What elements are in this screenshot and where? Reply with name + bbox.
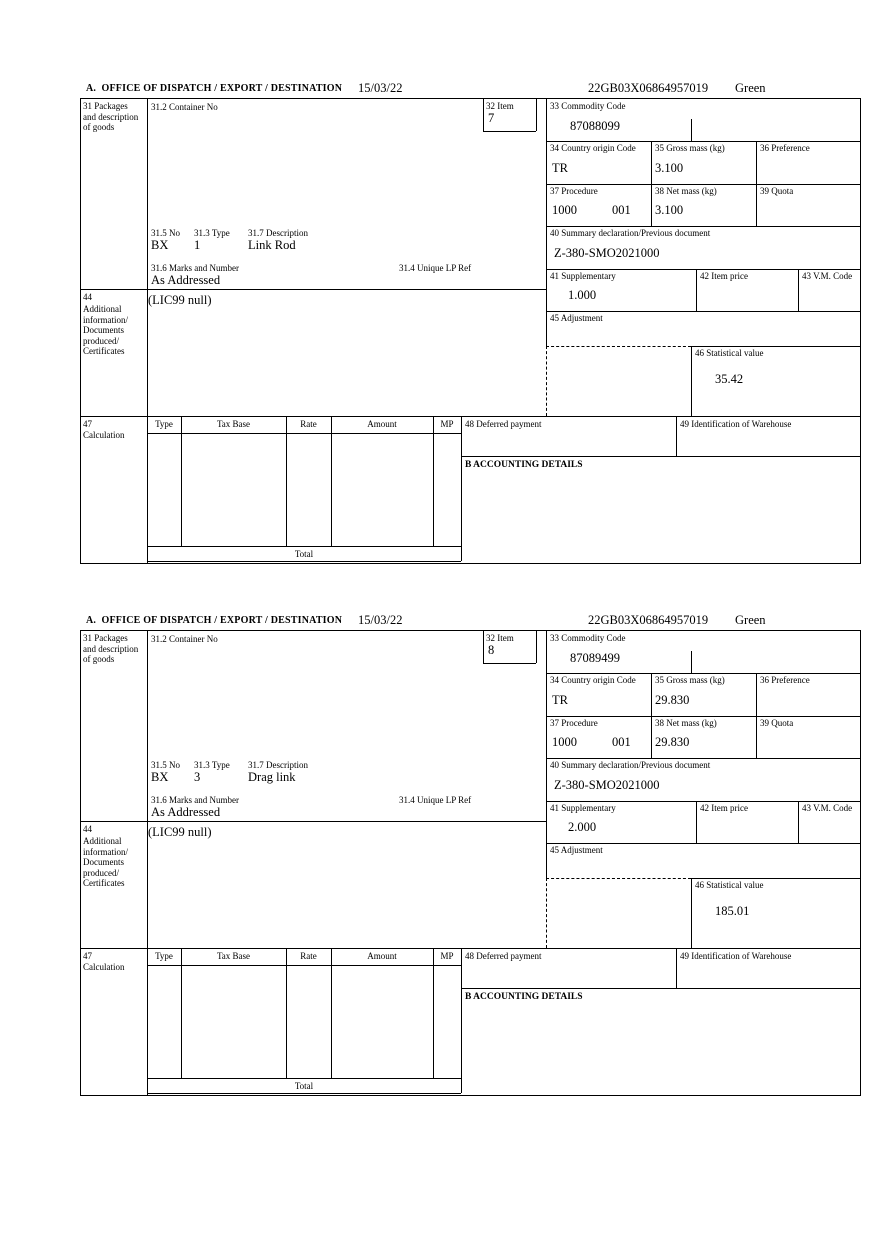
grid-line [546, 226, 861, 227]
procedure-value: 1000 [552, 203, 577, 217]
box31-6-label: 31.6 Marks and Number [151, 263, 239, 273]
box31-3-label: 31.3 Type [194, 760, 230, 770]
grid-line [483, 131, 536, 132]
grid-line [691, 878, 861, 879]
grid-line [286, 948, 287, 1078]
calc-column-mp: MP [440, 419, 454, 429]
supplementary-units-value: 2.000 [568, 820, 597, 834]
box44-label-number: 44 [83, 292, 92, 302]
box40-label: 40 Summary declaration/Previous document [550, 228, 711, 238]
additional-information-value: (LIC99 null) [148, 825, 212, 839]
grid-line [798, 269, 799, 311]
grid-line [691, 346, 861, 347]
grid-line [798, 801, 799, 843]
box33-label: 33 Commodity Code [550, 101, 626, 111]
grid-line [147, 965, 461, 966]
statistical-value: 35.42 [715, 372, 744, 386]
grid-line [81, 289, 546, 290]
movement-reference: 22GB03X06864957019 [588, 613, 709, 627]
commodity-code-value: 87089499 [570, 651, 620, 665]
box47-label-number: 47 [83, 951, 92, 961]
declaration-grid [80, 630, 861, 1096]
marks-and-numbers-value: As Addressed [151, 273, 221, 287]
declaration-grid [80, 98, 861, 564]
item-number-value: 7 [488, 111, 495, 125]
grid-line [147, 546, 461, 547]
box46-label: 46 Statistical value [695, 880, 764, 890]
gross-mass-value: 3.100 [655, 161, 684, 175]
section-header [80, 612, 861, 630]
box47-label-text: Calculation [83, 430, 125, 440]
calc-column-rate: Rate [300, 951, 317, 961]
box31-label: 31 Packages and description of goods [83, 101, 139, 132]
grid-line [691, 119, 692, 141]
box35-label: 35 Gross mass (kg) [655, 143, 725, 153]
box38-label: 38 Net mass (kg) [655, 718, 717, 728]
grid-line [536, 99, 537, 131]
box35-label: 35 Gross mass (kg) [655, 675, 725, 685]
box38-label: 38 Net mass (kg) [655, 186, 717, 196]
box44-label-text: Additional information/ Documents produced/ Certificates [83, 304, 128, 356]
box45-label: 45 Adjustment [550, 313, 603, 323]
grid-line [483, 99, 484, 131]
section-header [80, 80, 861, 98]
box49-label: 49 Identification of Warehouse [680, 419, 792, 429]
grid-line [147, 631, 148, 1096]
box31-5-label: 31.5 No [151, 760, 180, 770]
box39-label: 39 Quota [760, 186, 794, 196]
grid-line [546, 99, 547, 346]
accounting-details-label: B ACCOUNTING DETAILS [465, 992, 583, 1002]
packages-number-value: BX [151, 238, 169, 252]
grid-line [676, 416, 677, 456]
box31-2-label: 31.2 Container No [151, 102, 218, 112]
grid-line [181, 948, 182, 1078]
movement-reference: 22GB03X06864957019 [588, 81, 709, 95]
office-of-dispatch-label: A. OFFICE OF DISPATCH / EXPORT / DESTINATION [86, 615, 343, 626]
box33-label: 33 Commodity Code [550, 633, 626, 643]
grid-line [286, 416, 287, 546]
box43-label: 43 V.M. Code [802, 271, 853, 281]
box47-label-text: Calculation [83, 962, 125, 972]
grid-line [546, 631, 547, 878]
box31-3-label: 31.3 Type [194, 228, 230, 238]
box48-label: 48 Deferred payment [465, 951, 542, 961]
box47-label-number: 47 [83, 419, 92, 429]
gross-mass-value: 29.830 [655, 693, 690, 707]
grid-line [546, 673, 861, 674]
grid-line [546, 758, 861, 759]
grid-line [147, 433, 461, 434]
grid-line [147, 1078, 461, 1079]
dispatch-date: 15/03/22 [358, 81, 403, 95]
box49-label: 49 Identification of Warehouse [680, 951, 792, 961]
previous-document-value: Z-380-SMO2021000 [554, 778, 660, 792]
grid-line [147, 1093, 461, 1094]
office-of-dispatch-label: A. OFFICE OF DISPATCH / EXPORT / DESTINATION [86, 83, 343, 94]
routing-status: Green [735, 81, 766, 95]
grid-line [546, 141, 861, 142]
grid-line [181, 416, 182, 546]
declaration-item-copy [80, 612, 861, 1102]
box36-label: 36 Preference [760, 675, 810, 685]
dashed-grid-line [546, 878, 547, 948]
packages-type-value: 3 [194, 770, 201, 784]
grid-line [147, 99, 148, 564]
packages-type-value: 1 [194, 238, 201, 252]
net-mass-value: 29.830 [655, 735, 690, 749]
box32-label: 32 Item [486, 101, 514, 111]
declaration-item-copy [80, 80, 861, 570]
grid-line [691, 346, 692, 416]
grid-line [676, 948, 677, 988]
grid-line [546, 269, 861, 270]
grid-line [483, 631, 484, 663]
statistical-value: 185.01 [715, 904, 750, 918]
grid-line [546, 716, 861, 717]
box45-label: 45 Adjustment [550, 845, 603, 855]
box44-label-number: 44 [83, 824, 92, 834]
calc-column-amount: Amount [367, 951, 397, 961]
grid-line [546, 184, 861, 185]
box37-label: 37 Procedure [550, 186, 598, 196]
marks-and-numbers-value: As Addressed [151, 805, 221, 819]
box31-5-label: 31.5 No [151, 228, 180, 238]
box37-label: 37 Procedure [550, 718, 598, 728]
box44-label-text: Additional information/ Documents produced/ Certificates [83, 836, 128, 888]
goods-description-value: Link Rod [248, 238, 296, 252]
box40-label: 40 Summary declaration/Previous document [550, 760, 711, 770]
dashed-grid-line [546, 878, 691, 879]
dashed-grid-line [546, 346, 691, 347]
calc-column-type: Type [155, 419, 173, 429]
box31-2-label: 31.2 Container No [151, 634, 218, 644]
grid-line [433, 416, 434, 546]
box31-7-label: 31.7 Description [248, 760, 308, 770]
previous-document-value: Z-380-SMO2021000 [554, 246, 660, 260]
grid-line [461, 456, 861, 457]
box36-label: 36 Preference [760, 143, 810, 153]
procedure-extension-value: 001 [612, 203, 631, 217]
supplementary-units-value: 1.000 [568, 288, 597, 302]
grid-line [691, 651, 692, 673]
calc-column-type: Type [155, 951, 173, 961]
grid-line [331, 948, 332, 1078]
item-number-value: 8 [488, 643, 495, 657]
grid-line [147, 561, 461, 562]
calc-column-tax-base: Tax Base [216, 951, 251, 961]
procedure-value: 1000 [552, 735, 577, 749]
grid-line [461, 988, 861, 989]
box46-label: 46 Statistical value [695, 348, 764, 358]
box31-6-label: 31.6 Marks and Number [151, 795, 239, 805]
grid-line [691, 878, 692, 948]
grid-line [81, 416, 861, 417]
goods-description-value: Drag link [248, 770, 296, 784]
box42-label: 42 Item price [700, 803, 748, 813]
grid-line [696, 269, 697, 311]
calc-total-label: Total [294, 549, 314, 559]
box39-label: 39 Quota [760, 718, 794, 728]
grid-line [461, 416, 462, 561]
packages-number-value: BX [151, 770, 169, 784]
calc-column-tax-base: Tax Base [216, 419, 251, 429]
dashed-grid-line [546, 346, 547, 416]
grid-line [536, 631, 537, 663]
calc-column-rate: Rate [300, 419, 317, 429]
box48-label: 48 Deferred payment [465, 419, 542, 429]
grid-line [81, 948, 861, 949]
box42-label: 42 Item price [700, 271, 748, 281]
procedure-extension-value: 001 [612, 735, 631, 749]
calc-column-mp: MP [440, 951, 454, 961]
country-origin-value: TR [552, 693, 568, 707]
box43-label: 43 V.M. Code [802, 803, 853, 813]
calc-total-label: Total [294, 1081, 314, 1091]
net-mass-value: 3.100 [655, 203, 684, 217]
box31-7-label: 31.7 Description [248, 228, 308, 238]
dispatch-date: 15/03/22 [358, 613, 403, 627]
box34-label: 34 Country origin Code [550, 143, 636, 153]
box32-label: 32 Item [486, 633, 514, 643]
box31-label: 31 Packages and description of goods [83, 633, 139, 664]
box41-label: 41 Supplementary [550, 803, 616, 813]
country-origin-value: TR [552, 161, 568, 175]
grid-line [546, 311, 861, 312]
box41-label: 41 Supplementary [550, 271, 616, 281]
grid-line [546, 843, 861, 844]
grid-line [696, 801, 697, 843]
grid-line [331, 416, 332, 546]
box31-4-label: 31.4 Unique LP Ref [399, 795, 472, 805]
grid-line [461, 948, 462, 1093]
grid-line [81, 821, 546, 822]
routing-status: Green [735, 613, 766, 627]
additional-information-value: (LIC99 null) [148, 293, 212, 307]
box31-4-label: 31.4 Unique LP Ref [399, 263, 472, 273]
grid-line [433, 948, 434, 1078]
accounting-details-label: B ACCOUNTING DETAILS [465, 460, 583, 470]
calc-column-amount: Amount [367, 419, 397, 429]
commodity-code-value: 87088099 [570, 119, 620, 133]
box34-label: 34 Country origin Code [550, 675, 636, 685]
grid-line [483, 663, 536, 664]
grid-line [546, 801, 861, 802]
